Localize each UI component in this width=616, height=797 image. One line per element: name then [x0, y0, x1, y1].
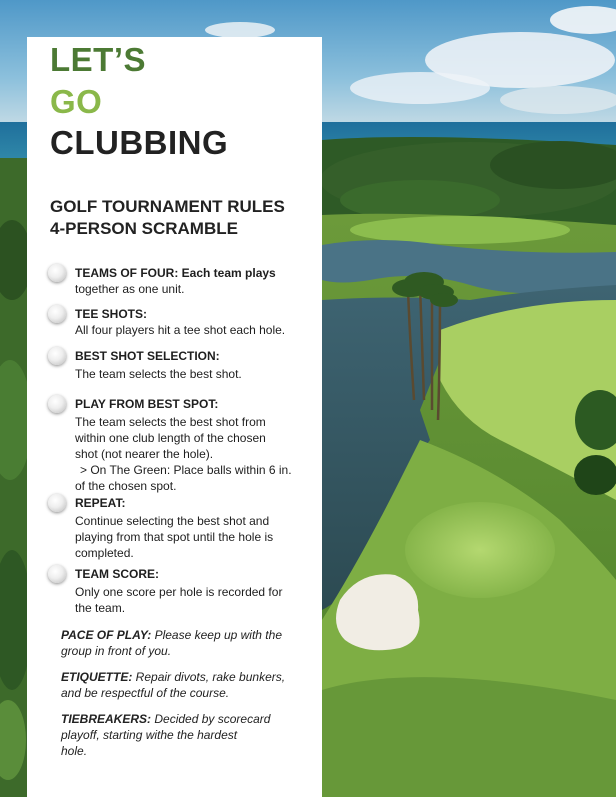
- bullet-icon: [48, 305, 66, 323]
- note-tiebreakers-line-3: hole.: [61, 744, 88, 758]
- rule-title: REPEAT:: [75, 496, 126, 510]
- note-text: Please keep up with the: [151, 628, 282, 642]
- bullet-icon: [48, 264, 66, 282]
- rule-description: Continue selecting the best shot and: [75, 514, 270, 528]
- subtitle-line-1: GOLF TOURNAMENT RULES: [50, 197, 285, 216]
- rule-title: BEST SHOT SELECTION:: [75, 349, 220, 363]
- note-text: Decided by scorecard: [151, 712, 271, 726]
- rule-description: All four players hit a tee shot each hole.: [75, 323, 286, 337]
- note-text: Repair divots, rake bunkers,: [132, 670, 286, 684]
- note-tiebreakers: [61, 711, 270, 727]
- note-label: ETIQUETTE:: [61, 670, 133, 684]
- rule-description: playing from that spot until the hole is: [75, 530, 274, 544]
- rule-description: the team.: [75, 601, 126, 615]
- bullet-icon: [48, 565, 66, 583]
- subtitle-line-2: 4-PERSON SCRAMBLE: [50, 219, 238, 238]
- note-label: PACE OF PLAY:: [61, 628, 152, 642]
- rule-description: together as one unit.: [75, 282, 185, 296]
- rule-description: shot (not nearer the hole).: [75, 447, 214, 461]
- rule-title: PLAY FROM BEST SPOT:: [75, 397, 219, 411]
- rule-description: within one club length of the chosen: [75, 431, 266, 445]
- rule-text: [75, 265, 276, 281]
- bullet-icon: [48, 347, 66, 365]
- rule-title: TEAMS OF FOUR:: [75, 266, 179, 280]
- headline-line-1: LET’S: [50, 41, 147, 78]
- note-pace-of-play: [61, 627, 282, 643]
- bullet-icon: [48, 494, 66, 512]
- rule-description: Each team plays: [178, 266, 276, 280]
- headline-line-2: GO: [50, 83, 103, 120]
- rule-title: TEAM SCORE:: [75, 567, 159, 581]
- rule-description: completed.: [75, 546, 134, 560]
- note-pace-of-play-line-2: group in front of you.: [61, 644, 172, 658]
- rules-panel: [27, 37, 322, 797]
- rule-title: TEE SHOTS:: [75, 307, 148, 321]
- note-etiquette: [61, 669, 285, 685]
- note-label: TIEBREAKERS:: [61, 712, 152, 726]
- rule-description: The team selects the best shot from: [75, 415, 266, 429]
- rule-description: > On The Green: Place balls within 6 in.: [80, 463, 292, 477]
- rule-description: of the chosen spot.: [75, 479, 177, 493]
- headline-line-3: CLUBBING: [50, 124, 229, 161]
- rule-description: Only one score per hole is recorded for: [75, 585, 283, 599]
- note-etiquette-line-2: and be respectful of the course.: [61, 686, 230, 700]
- rule-description: The team selects the best shot.: [75, 367, 242, 381]
- bullet-icon: [48, 395, 66, 413]
- note-tiebreakers-line-2: playoff, starting withe the hardest: [61, 728, 238, 742]
